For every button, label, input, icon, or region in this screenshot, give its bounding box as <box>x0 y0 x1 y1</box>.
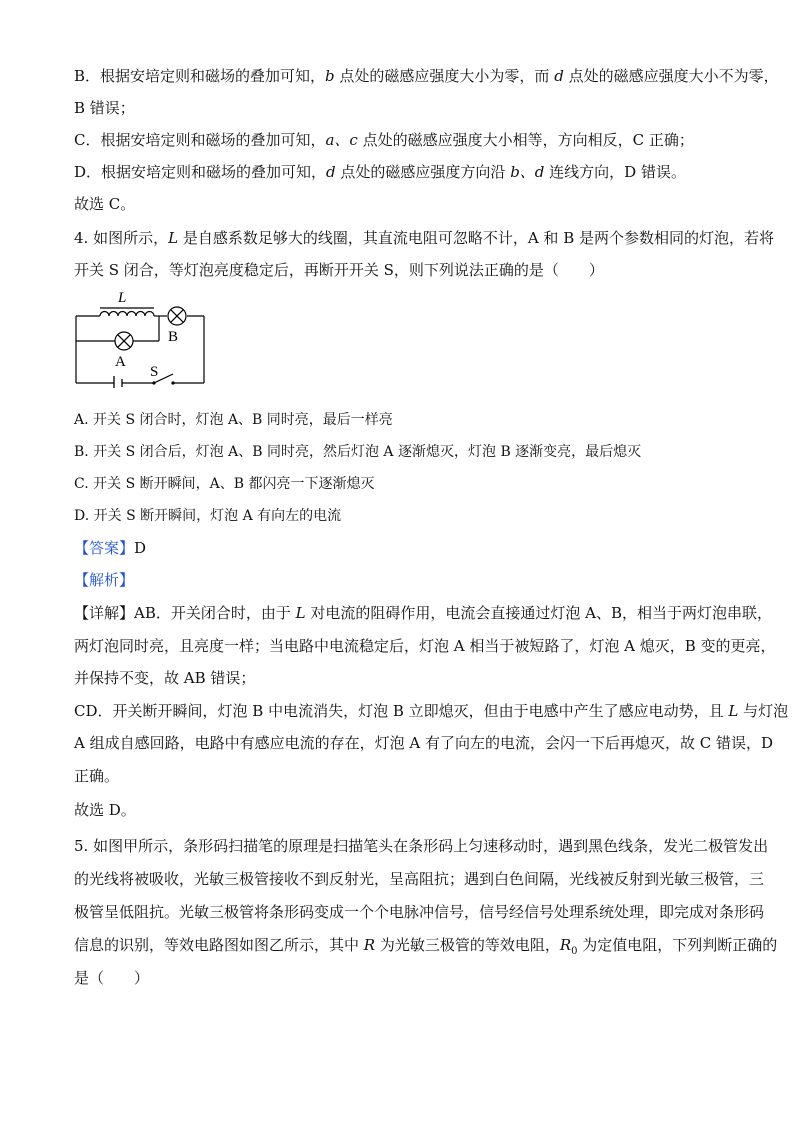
q4-explain-line6: 正确。 <box>74 767 120 785</box>
text: 点处的磁感应强度方向沿 <box>335 163 511 181</box>
q4-explain-line2: 两灯泡同时亮，且亮度一样；当电路中电流稳定后，灯泡 A 相当于被短路了，灯泡 A 熄灭，B 变的更亮， <box>74 637 776 655</box>
q4-stem-line2: 开关 S 闭合，等灯泡亮度稳定后，再断开开关 S，则下列说法正确的是（ ） <box>74 261 604 279</box>
prev-option-c <box>74 130 694 150</box>
q4-option-d: D. 开关 S 断开瞬间，灯泡 A 有向左的电流 <box>74 508 342 524</box>
var-d: d <box>326 163 336 181</box>
var-L: L <box>728 702 739 720</box>
label-S: S <box>150 364 159 380</box>
text: 点处的磁感应强度大小为零，而 <box>334 67 555 85</box>
text: B．根据安培定则和磁场的叠加可知， <box>74 67 326 85</box>
label-B: B <box>168 329 179 345</box>
label-A: A <box>115 354 126 370</box>
text: 对电流的阻碍作用，电流会直接通过灯泡 A、B，相当于两灯泡串联， <box>305 604 773 622</box>
answer-value: D <box>134 539 147 557</box>
q4-explain-line5: A 组成自感回路，电路中有感应电流的存在，灯泡 A 有了向左的电流，会闪一下后再熄灭，故 C 错误，D <box>74 734 774 752</box>
q5-stem-line5: 是（ ） <box>74 969 150 987</box>
q4-explain-line4 <box>74 701 788 721</box>
var-b: b <box>325 67 335 85</box>
prev-option-d <box>74 162 686 182</box>
q4-analysis-tag: 【解析】 <box>74 571 135 589</box>
text: 是自感系数足够大的线圈，其直流电阻可忽略不计，A 和 B 是两个参数相同的灯泡，若将 <box>178 229 774 247</box>
var-R0: R <box>559 936 572 954</box>
text: 与灯泡 <box>738 702 789 720</box>
battery-icon <box>114 376 122 388</box>
var-L: L <box>168 229 179 247</box>
lamp-b-icon <box>168 307 186 325</box>
var-R: R <box>363 936 376 954</box>
q5-stem-line2: 的光线将被吸收，光敏三极管接收不到反射光，呈高阻抗；遇到白色间隔，光线被反射到光敏三极管，三 <box>74 870 765 888</box>
q4-answer <box>74 538 146 558</box>
q4-option-c: C. 开关 S 断开瞬间，A、B 都闪亮一下逐渐熄灭 <box>74 476 375 492</box>
text: 点处的磁感应强度大小相等，方向相反，C 正确； <box>357 131 694 149</box>
detail-tag: 【详解】 <box>74 604 135 622</box>
prev-option-b-line2: B 错误； <box>74 99 135 117</box>
q4-explain-line3: 并保持不变，故 AB 错误； <box>74 669 256 687</box>
circuit-diagram <box>70 286 210 388</box>
var-d: d <box>554 67 564 85</box>
lamp-a-icon <box>115 332 133 350</box>
var-L: L <box>295 604 306 622</box>
q5-stem-line1: 5. 如图甲所示，条形码扫描笔的原理是扫描笔头在条形码上匀速移动时，遇到黑色线条，发光二极管发出 <box>74 837 769 855</box>
q4-option-a: A. 开关 S 闭合时，灯泡 A、B 同时亮，最后一样亮 <box>74 412 393 428</box>
answer-tag: 【答案】 <box>74 539 135 557</box>
var-bd: b、d <box>510 163 545 181</box>
q5-stem-line3: 极管呈低阻抗。光敏三极管将条形码变成一个个电脉冲信号，信号经信号处理系统处理，即完成对条形码 <box>74 903 765 921</box>
q4-stem-line1 <box>74 228 774 248</box>
text: 4. 如图所示， <box>74 229 169 247</box>
q4-explain-line1 <box>74 603 772 623</box>
var-ac: a、c <box>325 131 358 149</box>
text: 信息的识别，等效电路图如图乙所示，其中 <box>74 936 364 954</box>
text: 连线方向，D 错误。 <box>544 163 686 181</box>
q4-choice: 故选 D。 <box>74 801 136 819</box>
text: 为光敏三极管的等效电阻， <box>375 936 560 954</box>
q5-stem-line4 <box>74 935 777 962</box>
text: 为定值电阻，下列判断正确的 <box>577 936 778 954</box>
label-L: L <box>118 290 127 306</box>
text: AB．开关闭合时，由于 <box>134 604 296 622</box>
prev-choice: 故选 C。 <box>74 195 136 213</box>
text: 点处的磁感应强度大小不为零， <box>563 67 779 85</box>
text: C．根据安培定则和磁场的叠加可知， <box>74 131 326 149</box>
text: D．根据安培定则和磁场的叠加可知， <box>74 163 327 181</box>
var-R0-subscript: 0 <box>571 946 578 957</box>
text: CD．开关断开瞬间，灯泡 B 中电流消失，灯泡 B 立即熄灭，但由于电感中产生了感应电动势，且 <box>74 702 729 720</box>
q4-option-b: B. 开关 S 闭合后，灯泡 A、B 同时亮，然后灯泡 A 逐渐熄灭，灯泡 B 逐渐变亮，最后熄灭 <box>74 444 642 460</box>
prev-option-b-line1 <box>74 66 779 86</box>
